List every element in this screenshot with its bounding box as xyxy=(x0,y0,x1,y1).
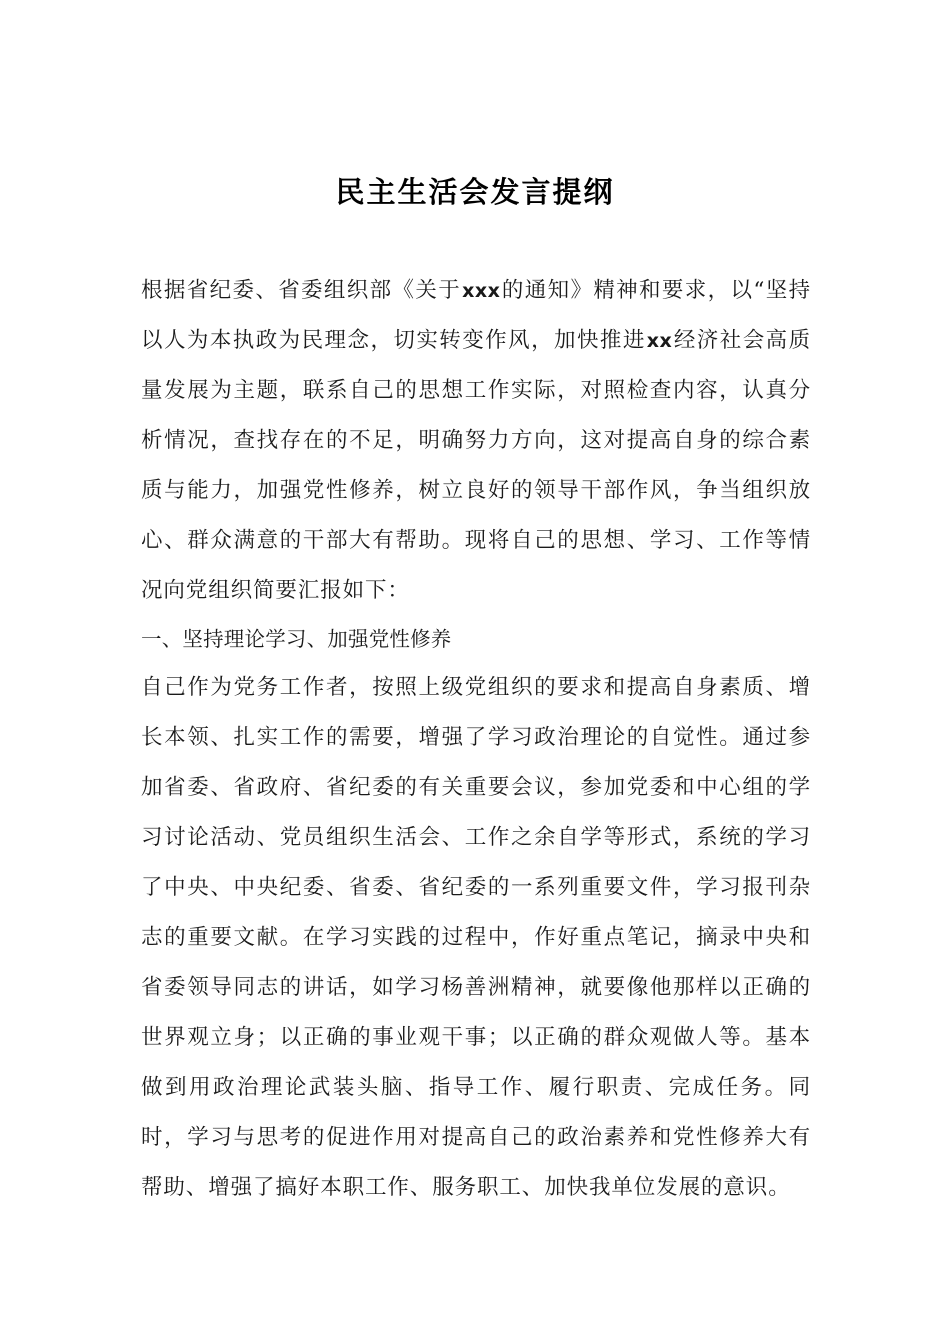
placeholder-token-xxx: xxx xyxy=(462,280,501,302)
paragraph-text-segment: 的通知》精神和要求，以“坚持以人为本执政为民理念，切实转变作风，加快推进 xyxy=(141,278,811,353)
paragraph-text-segment: 根据省纪委、省委组织部《关于 xyxy=(141,278,462,303)
section-heading-1: 一、坚持理论学习、加强党性修养 xyxy=(141,627,452,651)
paragraph-text-segment: 经济社会高质量发展为主题，联系自己的思想工作实际，对照检查内容，认真分析情况，查找存在的不足，明确努力方向，这对提高自身的综合素质与能力，加强党性修养，树立良好的领导干部作风，争当组织放心、群众满意的干部大有帮助。现将自己的思想、学习、工作等情况向党组织简要汇报如下： xyxy=(141,328,811,603)
placeholder-token-xx: xx xyxy=(646,330,673,352)
paragraph-section-1-body: 自己作为党务工作者，按照上级党组织的要求和提高自身素质、增长本领、扎实工作的需要，增强了学习政治理论的自觉性。通过参加省委、省政府、省纪委的有关重要会议，参加党委和中心组的学习讨论活动、党员组织生活会、工作之余自学等形式，系统的学习了中央、中央纪委、省委、省纪委的一系列重要文件，学习报刊杂志的重要文献。在学习实践的过程中，作好重点笔记，摘录中央和省委领导同志的讲话，如学习杨善洲精神，就要像他那样以正确的世界观立身；以正确的事业观干事；以正确的群众观做人等。基本做到用政治理论武装头脑、指导工作、履行职责、完成任务。同时，学习与思考的促进作用对提高自己的政治素养和党性修养大有帮助、增强了搞好本职工作、服务职工、加快我单位发展的意识。 xyxy=(141,675,811,1200)
page-title: 民主生活会发言提纲 xyxy=(335,175,615,210)
paragraph-introduction xyxy=(141,266,811,616)
document-body xyxy=(141,266,811,1213)
